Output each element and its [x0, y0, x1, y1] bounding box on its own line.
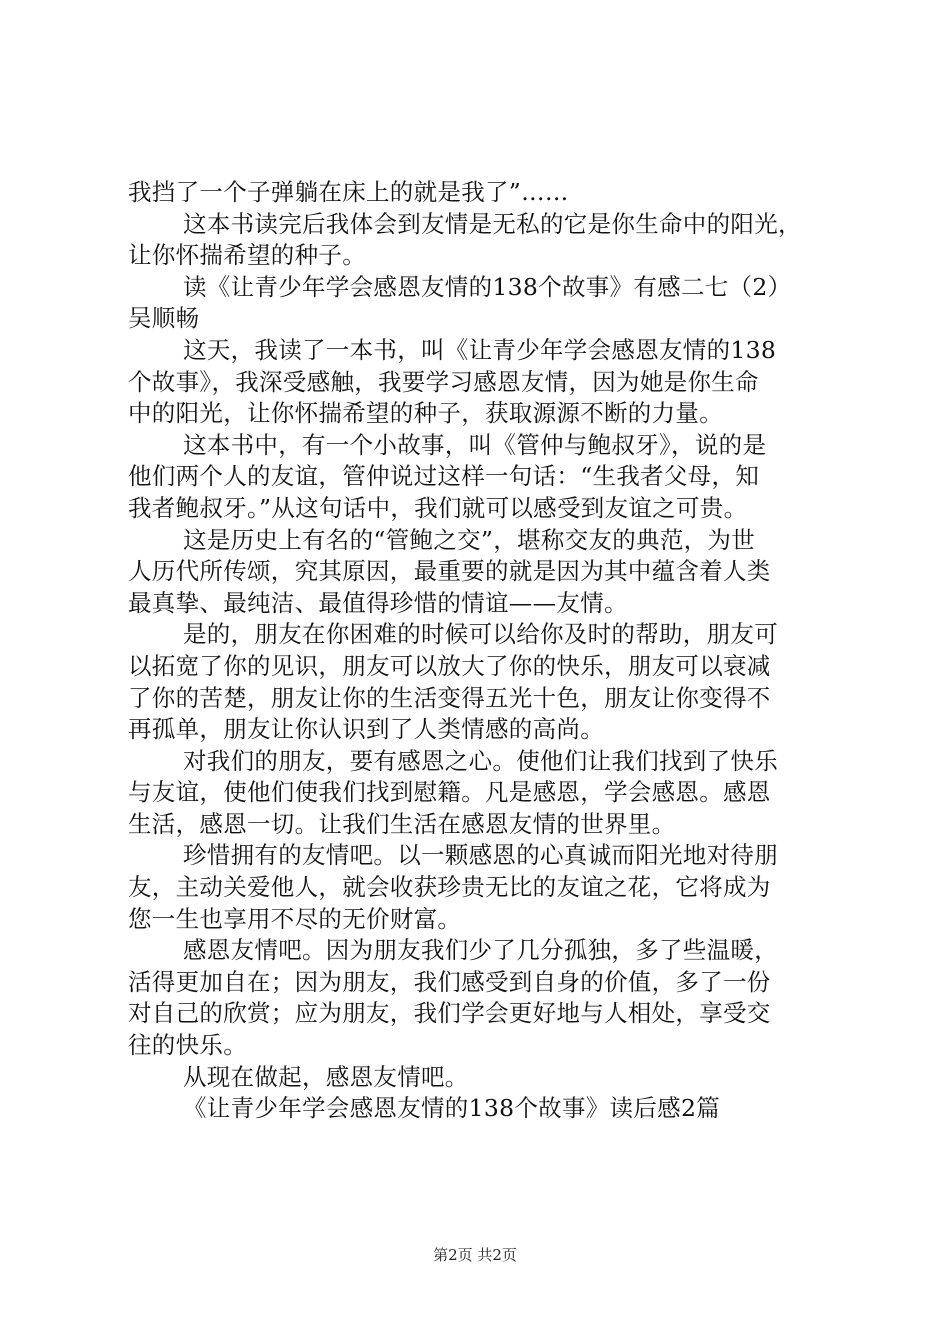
document-body: [128, 177, 838, 1125]
text-line: 珍惜拥有的友情吧。以一颗感恩的心真诚而阳光地对待朋: [183, 841, 778, 870]
text-line: 这是历史上有名的“管鲍之交”，堪称交友的典范，为世: [183, 525, 756, 554]
text-line: 与友谊，使他们使我们找到慰籍。凡是感恩，学会感恩。感恩: [128, 778, 771, 807]
text-line: 让你怀揣希望的种子。: [128, 241, 366, 270]
text-line: 这本书读完后我体会到友情是无私的它是你生命中的阳光，: [183, 209, 802, 238]
text-line: 对自己的欣赏；应为朋友，我们学会更好地与人相处，享受交: [128, 999, 771, 1028]
text-line: 友，主动关爱他人，就会收获珍贵无比的友谊之花，它将成为: [128, 873, 771, 902]
text-line: 活得更加自在；因为朋友，我们感受到自身的价值，多了一份: [128, 967, 771, 996]
text-line: 我者鲍叔牙。”从这句话中，我们就可以感受到友谊之可贵。: [128, 493, 748, 522]
text-line: 读《让青少年学会感恩友情的138个故事》有感二七（2）: [183, 272, 792, 301]
text-line: 人历代所传颂，究其原因，最重要的就是因为其中蕴含着人类: [128, 557, 771, 586]
text-line: 他们两个人的友谊，管仲说过这样一句话：“生我者父母，知: [128, 462, 760, 491]
text-line: 从现在做起，感恩友情吧。: [183, 1062, 469, 1091]
text-line: 生活，感恩一切。让我们生活在感恩友情的世界里。: [128, 809, 676, 838]
text-line: 再孤单，朋友让你认识到了人类情感的高尚。: [128, 715, 604, 744]
text-line: 以拓宽了你的见识，朋友可以放大了你的快乐，朋友可以衰减: [128, 651, 771, 680]
text-line: 了你的苦楚，朋友让你的生活变得五光十色，朋友让你变得不: [128, 683, 771, 712]
text-line: 往的快乐。: [128, 1031, 247, 1060]
text-line: 这本书中，有一个小故事，叫《管仲与鲍叔牙》，说的是: [183, 430, 767, 459]
text-line: 中的阳光，让你怀揣希望的种子，获取源源不断的力量。: [128, 399, 723, 428]
text-line: 这天，我读了一本书，叫《让青少年学会感恩友情的138: [183, 335, 777, 364]
text-line: 《让青少年学会感恩友情的138个故事》读后感2篇: [183, 1094, 721, 1123]
text-line: 感恩友情吧。因为朋友我们少了几分孤独，多了些温暖，: [183, 936, 778, 965]
text-line: 吴顺畅: [128, 304, 200, 333]
page-footer: 第2页 共2页: [433, 1246, 517, 1264]
text-line: 是的，朋友在你困难的时候可以给你及时的帮助，朋友可: [183, 620, 778, 649]
text-line: 我挡了一个子弹躺在床上的就是我了”……: [128, 178, 569, 206]
text-line: 个故事》，我深受感触，我要学习感恩友情，因为她是你生命: [128, 367, 759, 396]
text-line: 最真挚、最纯洁、最值得珍惜的情谊——友情。: [128, 588, 628, 617]
text-line: 您一生也享用不尽的无价财富。: [128, 904, 462, 933]
text-line: 对我们的朋友，要有感恩之心。使他们让我们找到了快乐: [183, 746, 778, 775]
